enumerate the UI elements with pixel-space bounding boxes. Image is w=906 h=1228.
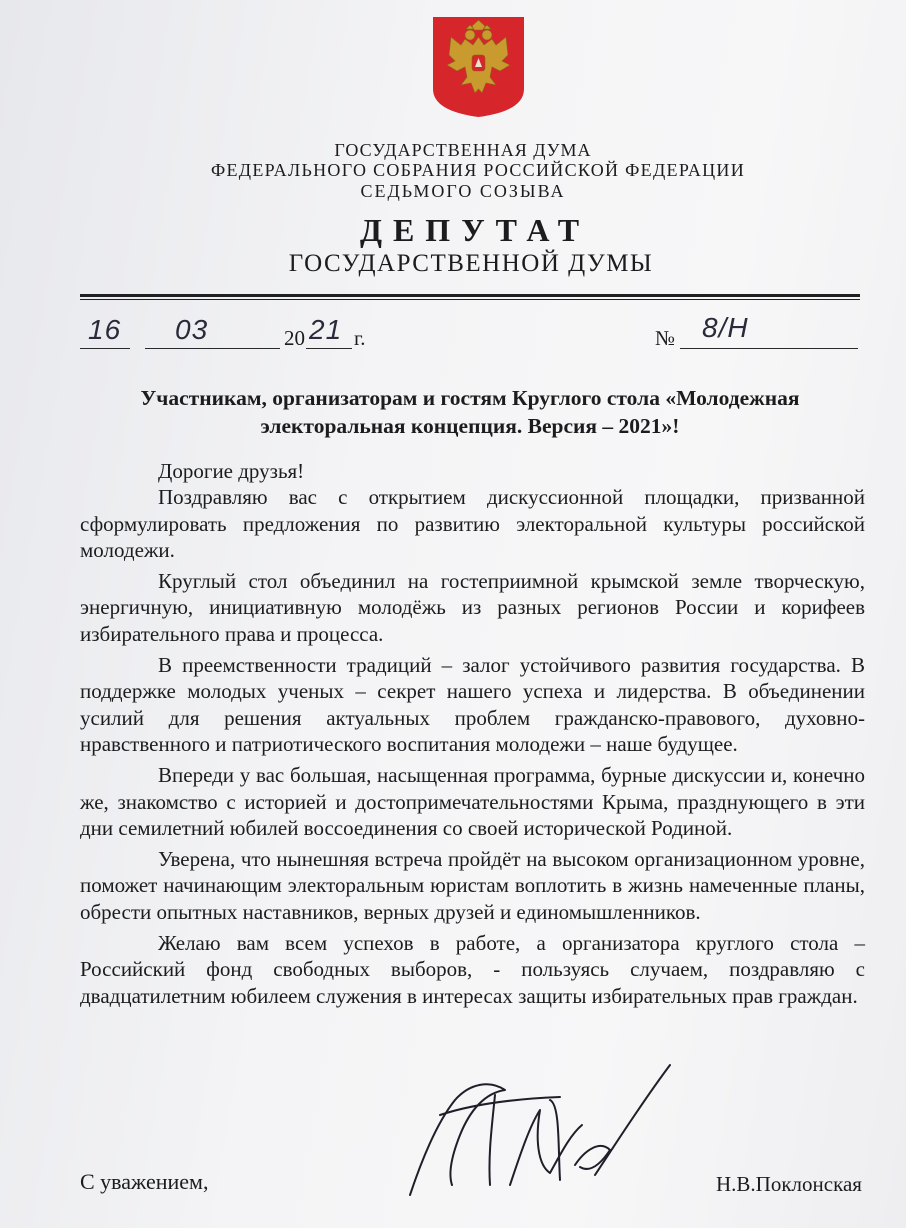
date-month-blank [145, 348, 280, 349]
org-line-3: СЕДЬМОГО СОЗЫВА [360, 181, 566, 201]
paragraph-6: Желаю вам всем успехов в работе, а организатора круглого стола – Российский фонд свободных выборов, - пользуясь случаем, поздравляю с двадцатилетним юбилеем служения в интересах защиты избирательных прав граждан. [80, 931, 865, 1008]
header-rule-thick [80, 294, 860, 297]
header-rule-thin [80, 299, 860, 300]
subject-line-2: электоральная концепция. Версия – 2021»! [260, 414, 680, 438]
closing-signoff: С уважением, [80, 1169, 209, 1194]
number-label: № [655, 326, 676, 350]
date-month: 03 [175, 314, 209, 345]
paragraph-4: Впереди у вас большая, насыщенная программа, бурные дискуссии и, конечно же, знакомство с историей и достопримечательностями Крыма, празднующего в эти дни семилетний юбилей воссоединения со своей исторической Родиной. [80, 763, 865, 840]
date-year-suffix: 21 [309, 314, 343, 345]
letterhead-title: ДЕПУТАТ [359, 212, 591, 248]
document-number-blank [680, 348, 858, 349]
signer-name: Н.В.Поклонская [716, 1172, 862, 1196]
date-number-row [0, 312, 906, 362]
paragraph-2: Круглый стол объединил на гостеприимной крымской земле творческую, энергичную, инициативную молодёжь из разных регионов России и корифеев избирательного права и процесса. [80, 569, 865, 646]
letterhead-subtitle: ГОСУДАРСТВЕННОЙ ДУМЫ [288, 250, 654, 277]
org-line-2: ФЕДЕРАЛЬНОГО СОБРАНИЯ РОССИЙСКОЙ ФЕДЕРАЦИИ [210, 160, 746, 180]
document-number: 8/Н [702, 312, 749, 343]
date-day-blank [80, 348, 130, 349]
org-line-1: ГОСУДАРСТВЕННАЯ ДУМА [334, 140, 592, 160]
coat-of-arms-emblem [431, 15, 526, 119]
paragraph-1: Поздравляю вас с открытием дискуссионной площадки, призванной сформулировать предложения по развитию электоральной культуры российской молодежи. [80, 485, 865, 562]
letter-subject [100, 384, 840, 440]
greeting: Дорогие друзья! [158, 459, 305, 483]
date-year-label: г. [354, 326, 366, 350]
date-day: 16 [88, 314, 122, 345]
letter-body [80, 458, 865, 1009]
handwritten-signature [400, 1055, 700, 1205]
paragraph-5: Уверена, что нынешняя встреча пройдёт на высоком организационном уровне, поможет начинающим электоральным юристам воплотить в жизнь намеченные планы, обрести опытных наставников, верных друзей и единомышленников. [80, 847, 865, 924]
date-year-blank [306, 348, 352, 349]
subject-line-1: Участникам, организаторам и гостям Круглого стола «Молодежная [140, 386, 800, 410]
paragraph-3: В преемственности традиций – залог устойчивого развития государства. В поддержке молодых ученых – секрет нашего успеха и лидерства. В объединении усилий для решения актуальных проблем гражданско-правового, духовно-нравственного и патриотического воспитания молодежи – наше будущее. [80, 653, 865, 756]
date-year-prefix: 20 [284, 326, 305, 350]
